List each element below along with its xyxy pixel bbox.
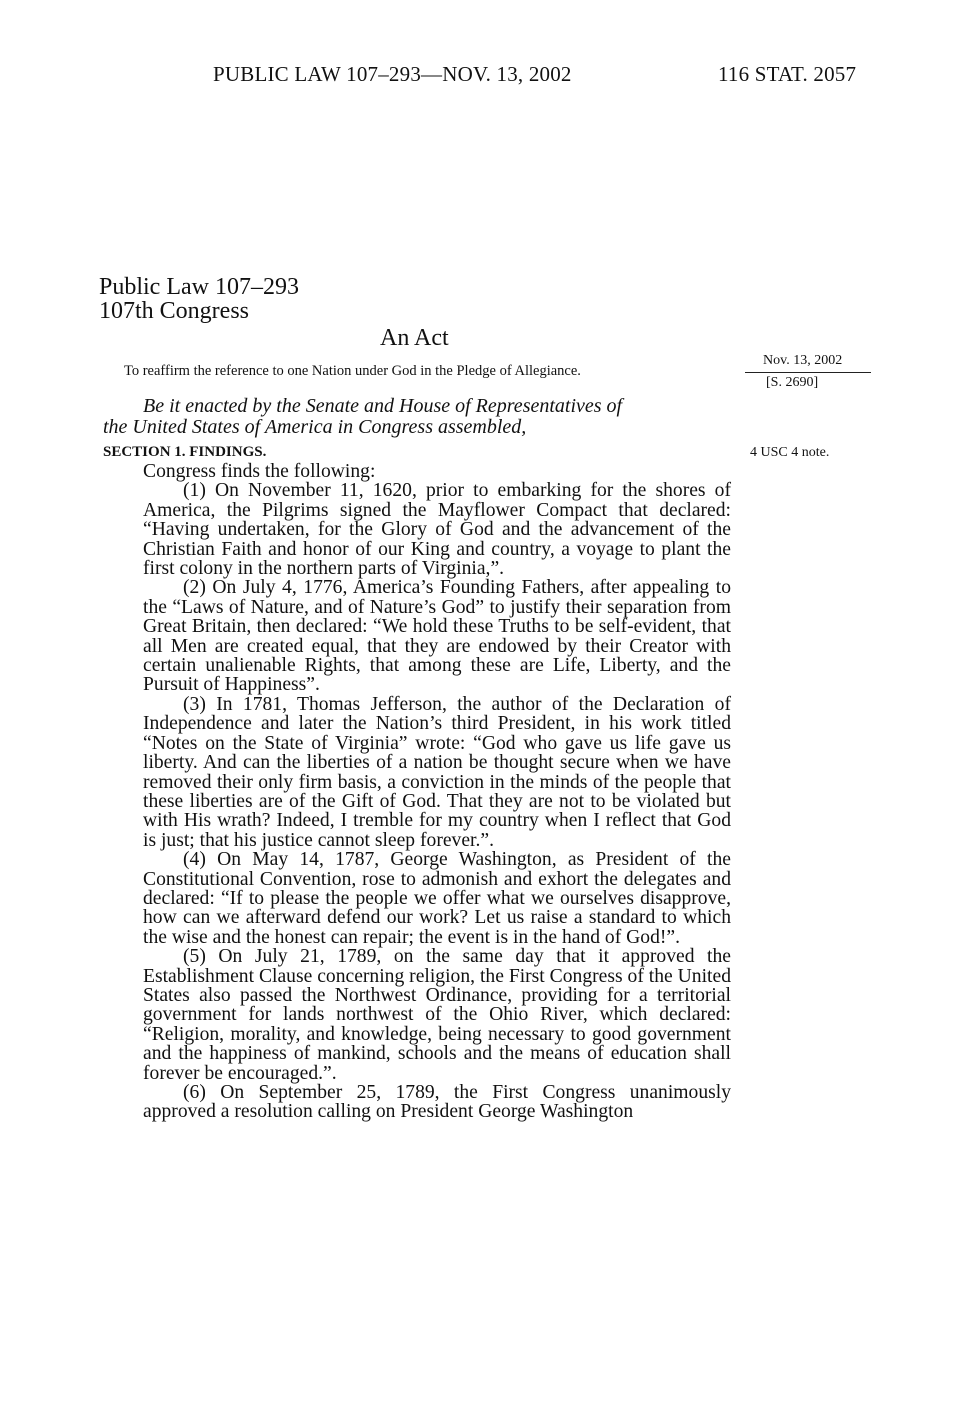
congress-number: 107th Congress bbox=[99, 298, 249, 324]
running-header-right: 116 STAT. 2057 bbox=[718, 62, 857, 86]
finding-paragraph-5: (5) On July 21, 1789, on the same day that it approved the Establishment Clause concerning religion, the First Congress of the United States also passed the Northwest Ordinance, providing for a territorial government for lands northwest of the Ohio River, which declared: “Religion, morality, and knowledge, being necessary to good government and the happiness of mankind, schools and the means of education shall forever be encouraged.”. bbox=[143, 946, 731, 1084]
margin-bill-number: [S. 2690] bbox=[766, 375, 819, 390]
finding-paragraph-6: (6) On September 25, 1789, the First Congress unanimously approved a resolution calling on President George Washington bbox=[143, 1082, 731, 1123]
findings-body bbox=[143, 462, 731, 1122]
finding-paragraph-3: (3) In 1781, Thomas Jefferson, the author of the Declaration of Independence and later the Nation’s third President, in his work titled “Notes on the State of Virginia” wrote: “God who gave us life gave us liberty. And can the liberties of a nation be thought secure when we have removed their only firm basis, a conviction in the minds of the people that these liberties are of the Gift of God. That they are not to be violated but with His wrath? Indeed, I tremble for my country when I reflect that God is just; that his justice cannot sleep forever.”. bbox=[143, 693, 731, 851]
finding-paragraph-1: (1) On November 11, 1620, prior to embarking for the shores of America, the Pilgrims signed the Mayflower Compact that declared: “Having undertaken, for the Glory of God and the advancement of the Christian Faith and honor of our King and country, a voyage to plant the first colony in the northern parts of Virginia,”. bbox=[143, 480, 731, 580]
findings-intro: Congress finds the following: bbox=[143, 461, 376, 482]
section-heading: SECTION 1. FINDINGS. bbox=[103, 444, 267, 460]
margin-rule bbox=[745, 372, 871, 373]
act-purpose: To reaffirm the reference to one Nation under God in the Pledge of Allegiance. bbox=[124, 363, 581, 379]
enacting-clause-line-2: the United States of America in Congress assembled, bbox=[103, 416, 527, 438]
finding-paragraph-4: (4) On May 14, 1787, George Washington, as President of the Constitutional Convention, rose to admonish and exhort the delegates and declared: “If to please the people we offer what we ourselves disapprove, how can we afterward defend our work? Let us raise a standard to which the wise and the honest can repair; the event is in the hand of God!”. bbox=[143, 849, 731, 948]
act-title: An Act bbox=[380, 325, 449, 351]
margin-usc-note: 4 USC 4 note. bbox=[750, 445, 830, 460]
enacting-clause-line-1: Be it enacted by the Senate and House of Representatives of bbox=[143, 395, 623, 417]
public-law-number: Public Law 107–293 bbox=[99, 274, 299, 300]
running-header-left: PUBLIC LAW 107–293—NOV. 13, 2002 bbox=[213, 62, 572, 86]
margin-date: Nov. 13, 2002 bbox=[763, 353, 843, 368]
finding-paragraph-2: (2) On July 4, 1776, America’s Founding Fathers, after appealing to the “Laws of Nature, and of Nature’s God” to justify their separation from Great Britain, then declared: “We hold these Truths to be self-evident, that all Men are created equal, that they are endowed by their Creator with certain unalienable Rights, that among these are Life, Liberty, and the Pursuit of Happiness”. bbox=[143, 577, 731, 696]
